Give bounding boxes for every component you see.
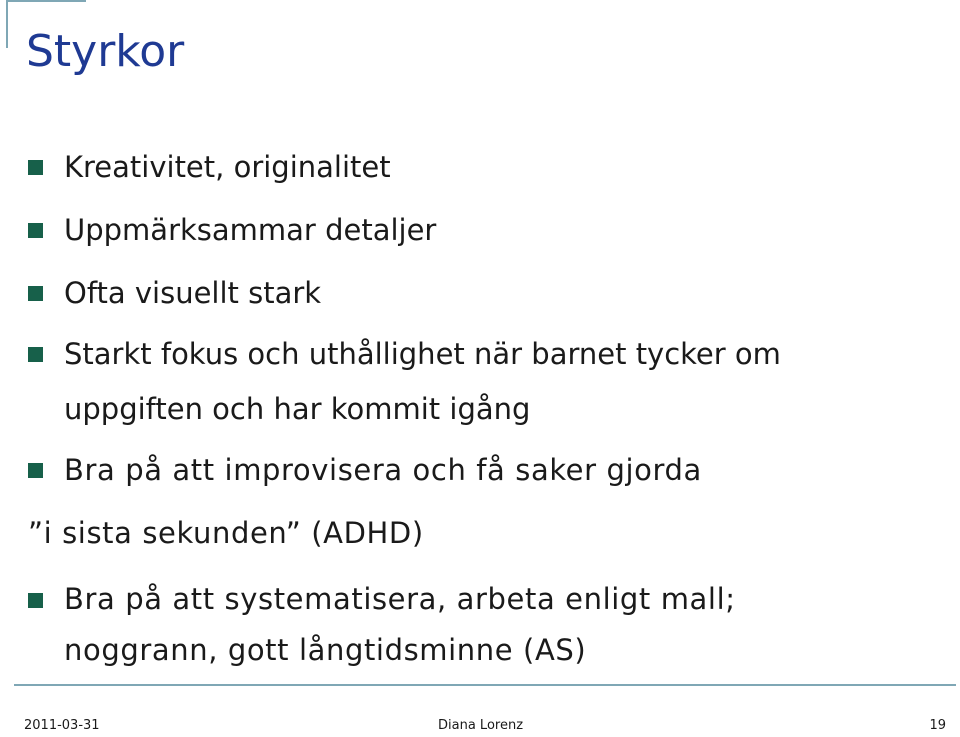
bullet-text: Starkt fokus och uthållighet när barnet tycker om bbox=[64, 337, 781, 371]
bullet-text-continued: noggrann, gott långtidsminne (AS) bbox=[64, 633, 587, 667]
page-number: 19 bbox=[929, 718, 946, 733]
square-bullet-icon bbox=[28, 223, 43, 238]
bullet-text: Kreativitet, originalitet bbox=[64, 150, 391, 184]
continuation-text: ”i sista sekunden” (ADHD) bbox=[28, 516, 424, 550]
bullet-text-continued: uppgiften och har kommit igång bbox=[64, 392, 531, 426]
bullet-text: Bra på att improvisera och få saker gjorda bbox=[64, 453, 702, 487]
square-bullet-icon bbox=[28, 593, 43, 608]
bullet-text: Bra på att systematisera, arbeta enligt mall; bbox=[64, 582, 736, 616]
footer-divider bbox=[14, 684, 956, 686]
bullet-text: Ofta visuellt stark bbox=[64, 276, 322, 310]
square-bullet-icon bbox=[28, 286, 43, 301]
square-bullet-icon bbox=[28, 463, 43, 478]
slide-title: Styrkor bbox=[26, 26, 185, 77]
footer-author: Diana Lorenz bbox=[438, 718, 524, 733]
frame-corner-horizontal bbox=[6, 0, 86, 2]
bullet-text: Uppmärksammar detaljer bbox=[64, 213, 437, 247]
square-bullet-icon bbox=[28, 160, 43, 175]
square-bullet-icon bbox=[28, 347, 43, 362]
footer-date: 2011-03-31 bbox=[24, 718, 100, 733]
frame-corner-vertical bbox=[6, 0, 8, 48]
